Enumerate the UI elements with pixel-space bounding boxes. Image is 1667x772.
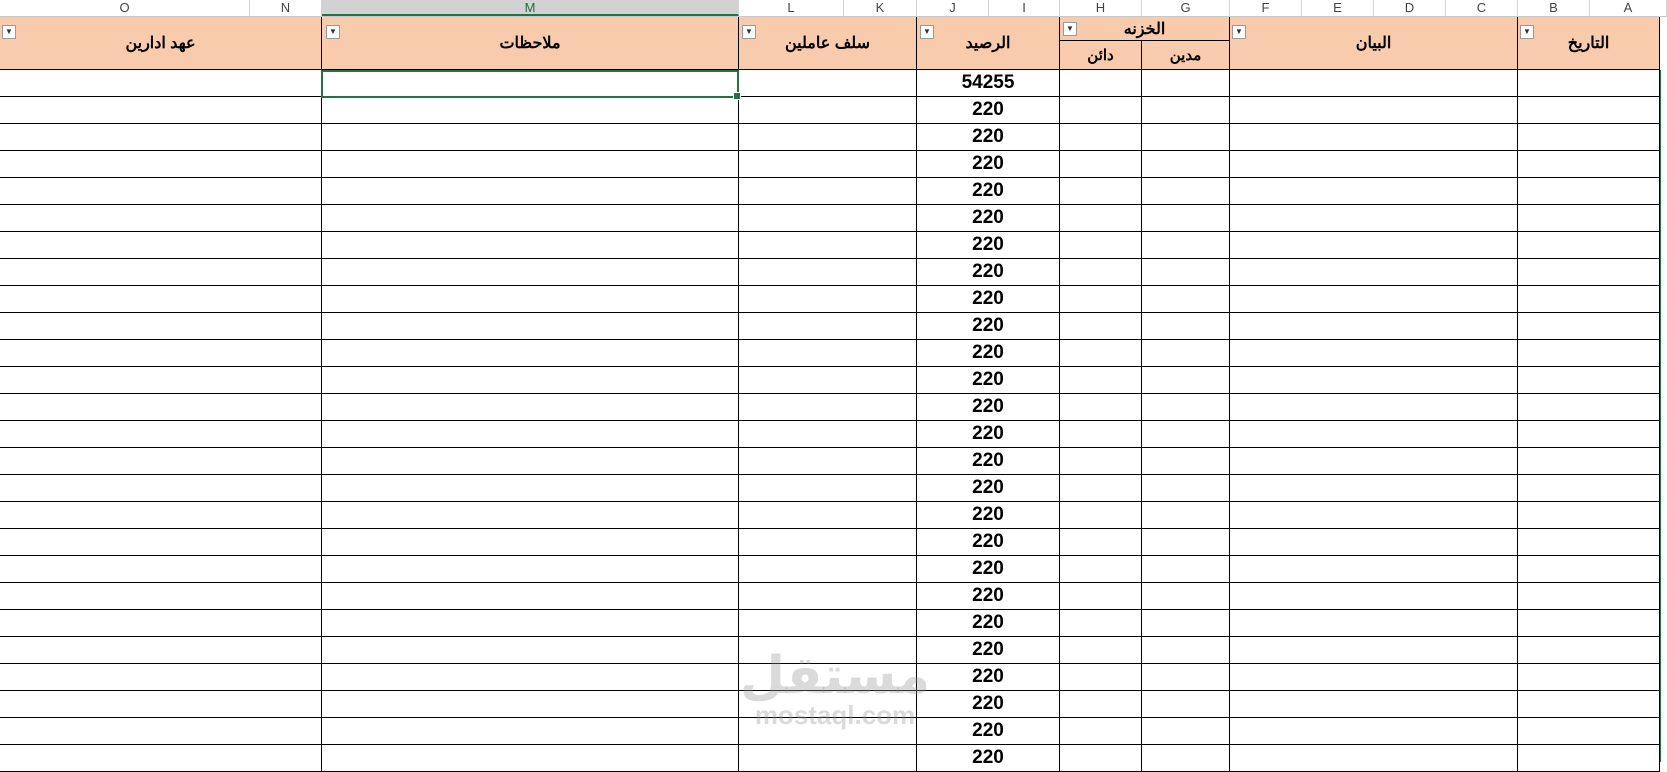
cell-notes[interactable] [322, 718, 739, 745]
table-row [0, 583, 1660, 610]
cell-debit[interactable] [1142, 718, 1230, 745]
cell-description[interactable] [1230, 394, 1518, 421]
cell-description[interactable] [1230, 70, 1518, 97]
cell-notes[interactable] [322, 475, 739, 502]
cell-employee-advances[interactable] [739, 340, 917, 367]
table-row [0, 232, 1660, 259]
table-row [0, 475, 1660, 502]
cell-employee-advances[interactable] [739, 286, 917, 313]
cell-date[interactable] [1518, 556, 1660, 583]
cell-date[interactable] [1518, 259, 1660, 286]
cell-credit[interactable] [1060, 340, 1142, 367]
header-description[interactable] [1230, 17, 1518, 70]
cell-balance[interactable]: 220 [917, 664, 1060, 691]
filter-dropdown-icon[interactable]: ▼ [1520, 25, 1534, 39]
cell-notes[interactable] [322, 286, 739, 313]
cell-date[interactable] [1518, 205, 1660, 232]
cell-description[interactable] [1230, 745, 1518, 772]
cell-description[interactable] [1230, 610, 1518, 637]
cell-admin-custody[interactable] [0, 286, 322, 313]
table-row [0, 745, 1660, 772]
cell-notes[interactable] [322, 259, 739, 286]
cell-debit[interactable] [1142, 259, 1230, 286]
cell-employee-advances[interactable] [739, 394, 917, 421]
cell-admin-custody[interactable] [0, 610, 322, 637]
filter-dropdown-icon[interactable]: ▼ [742, 25, 756, 39]
cell-admin-custody[interactable] [0, 718, 322, 745]
cell-credit[interactable] [1060, 637, 1142, 664]
cell-admin-custody[interactable] [0, 691, 322, 718]
cell-description[interactable] [1230, 448, 1518, 475]
cell-admin-custody[interactable] [0, 232, 322, 259]
cell-date[interactable] [1518, 367, 1660, 394]
cell-credit[interactable] [1060, 502, 1142, 529]
cell-description[interactable] [1230, 583, 1518, 610]
cell-debit[interactable] [1142, 691, 1230, 718]
cell-debit[interactable] [1142, 286, 1230, 313]
cell-employee-advances[interactable] [739, 205, 917, 232]
header-employee-advances-label: سلف عاملين [785, 35, 871, 52]
cell-notes[interactable] [322, 340, 739, 367]
header-credit-label: دائن [1087, 47, 1114, 64]
table-row [0, 394, 1660, 421]
cell-credit[interactable] [1060, 367, 1142, 394]
cell-credit[interactable] [1060, 313, 1142, 340]
cell-credit[interactable] [1060, 394, 1142, 421]
table-row [0, 205, 1660, 232]
cell-debit[interactable] [1142, 70, 1230, 97]
cell-debit[interactable] [1142, 529, 1230, 556]
cell-employee-advances[interactable] [739, 556, 917, 583]
cell-date[interactable] [1518, 502, 1660, 529]
cell-notes[interactable] [322, 124, 739, 151]
header-admin-custody-label: عهد ادارين [125, 35, 196, 52]
cell-balance[interactable]: 220 [917, 529, 1060, 556]
cell-employee-advances[interactable] [739, 475, 917, 502]
cell-admin-custody[interactable] [0, 664, 322, 691]
cell-admin-custody[interactable] [0, 448, 322, 475]
cell-employee-advances[interactable] [739, 367, 917, 394]
table-row [0, 340, 1660, 367]
cell-debit[interactable] [1142, 151, 1230, 178]
cell-description[interactable] [1230, 178, 1518, 205]
cell-credit[interactable] [1060, 556, 1142, 583]
cell-notes[interactable] [322, 691, 739, 718]
cell-date[interactable] [1518, 637, 1660, 664]
cell-credit[interactable] [1060, 610, 1142, 637]
cell-description[interactable] [1230, 259, 1518, 286]
cell-notes[interactable] [322, 637, 739, 664]
cell-balance[interactable]: 54255 [917, 70, 1060, 97]
cell-balance[interactable]: 220 [917, 124, 1060, 151]
cell-balance[interactable]: 220 [917, 394, 1060, 421]
cell-notes[interactable] [322, 232, 739, 259]
cell-description[interactable] [1230, 313, 1518, 340]
cell-credit[interactable] [1060, 691, 1142, 718]
cell-balance[interactable]: 220 [917, 556, 1060, 583]
cell-date[interactable] [1518, 313, 1660, 340]
cell-balance[interactable]: 220 [917, 313, 1060, 340]
cell-date[interactable] [1518, 475, 1660, 502]
cell-admin-custody[interactable] [0, 178, 322, 205]
column-header-m[interactable]: M [322, 0, 739, 16]
cell-description[interactable] [1230, 718, 1518, 745]
table-row [0, 610, 1660, 637]
cell-date[interactable] [1518, 97, 1660, 124]
table-row [0, 367, 1660, 394]
cell-date[interactable] [1518, 70, 1660, 97]
cell-credit[interactable] [1060, 448, 1142, 475]
column-header-l[interactable]: L [739, 0, 844, 16]
cell-employee-advances[interactable] [739, 421, 917, 448]
cell-admin-custody[interactable] [0, 421, 322, 448]
cell-admin-custody[interactable] [0, 313, 322, 340]
cell-debit[interactable] [1142, 205, 1230, 232]
cell-credit[interactable] [1060, 70, 1142, 97]
cell-admin-custody[interactable] [0, 394, 322, 421]
cell-description[interactable] [1230, 151, 1518, 178]
cell-notes[interactable] [322, 583, 739, 610]
cell-notes[interactable] [322, 745, 739, 772]
cell-description[interactable] [1230, 475, 1518, 502]
column-header-i[interactable]: I [989, 0, 1060, 16]
table-row [0, 259, 1660, 286]
cell-balance[interactable]: 220 [917, 502, 1060, 529]
column-header-c[interactable]: C [1446, 0, 1518, 16]
cell-employee-advances[interactable] [739, 232, 917, 259]
cell-balance[interactable]: 220 [917, 205, 1060, 232]
column-header-h[interactable]: H [1060, 0, 1142, 16]
cell-admin-custody[interactable] [0, 529, 322, 556]
cell-admin-custody[interactable] [0, 124, 322, 151]
table-row [0, 124, 1660, 151]
cell-date[interactable] [1518, 394, 1660, 421]
cell-debit[interactable] [1142, 637, 1230, 664]
table-row [0, 151, 1660, 178]
cell-description[interactable] [1230, 340, 1518, 367]
header-credit [1060, 41, 1142, 70]
cell-notes[interactable] [322, 529, 739, 556]
cell-balance[interactable]: 220 [917, 610, 1060, 637]
cell-description[interactable] [1230, 556, 1518, 583]
cell-description[interactable] [1230, 97, 1518, 124]
cell-date[interactable] [1518, 745, 1660, 772]
cell-notes[interactable] [322, 448, 739, 475]
cell-admin-custody[interactable] [0, 556, 322, 583]
cell-admin-custody[interactable] [0, 340, 322, 367]
cell-notes[interactable] [322, 421, 739, 448]
filter-dropdown-icon[interactable]: ▼ [2, 25, 16, 39]
cell-employee-advances[interactable] [739, 448, 917, 475]
cell-date[interactable] [1518, 718, 1660, 745]
cell-balance[interactable]: 220 [917, 340, 1060, 367]
active-cell-selection[interactable] [321, 70, 739, 98]
cell-description[interactable] [1230, 286, 1518, 313]
cell-debit[interactable] [1142, 313, 1230, 340]
cell-debit[interactable] [1142, 583, 1230, 610]
sheet-right-edge [1660, 70, 1667, 762]
cell-credit[interactable] [1060, 97, 1142, 124]
cell-notes[interactable] [322, 178, 739, 205]
cell-admin-custody[interactable] [0, 475, 322, 502]
cell-credit[interactable] [1060, 232, 1142, 259]
cell-employee-advances[interactable] [739, 583, 917, 610]
column-header-b[interactable]: B [1518, 0, 1590, 16]
header-balance[interactable] [917, 17, 1060, 70]
cell-employee-advances[interactable] [739, 745, 917, 772]
cell-debit[interactable] [1142, 340, 1230, 367]
column-header-a[interactable]: A [1590, 0, 1667, 16]
cell-balance[interactable]: 220 [917, 367, 1060, 394]
cell-notes[interactable] [322, 367, 739, 394]
cell-credit[interactable] [1060, 259, 1142, 286]
header-debit-label: مدين [1169, 47, 1202, 64]
cell-debit[interactable] [1142, 124, 1230, 151]
cell-admin-custody[interactable] [0, 745, 322, 772]
cell-balance[interactable]: 220 [917, 259, 1060, 286]
cell-description[interactable] [1230, 502, 1518, 529]
column-header-d[interactable]: D [1374, 0, 1446, 16]
cell-date[interactable] [1518, 286, 1660, 313]
cell-debit[interactable] [1142, 475, 1230, 502]
cell-balance[interactable]: 220 [917, 286, 1060, 313]
cell-balance[interactable]: 220 [917, 718, 1060, 745]
cell-date[interactable] [1518, 664, 1660, 691]
header-notes[interactable] [322, 17, 739, 70]
cell-debit[interactable] [1142, 178, 1230, 205]
cell-balance[interactable]: 220 [917, 448, 1060, 475]
cell-balance[interactable]: 220 [917, 745, 1060, 772]
cell-description[interactable] [1230, 421, 1518, 448]
cell-balance[interactable]: 220 [917, 421, 1060, 448]
table-row [0, 97, 1660, 124]
cell-admin-custody[interactable] [0, 205, 322, 232]
cell-debit[interactable] [1142, 367, 1230, 394]
cell-notes[interactable] [322, 502, 739, 529]
cell-notes[interactable] [322, 556, 739, 583]
cell-notes[interactable] [322, 205, 739, 232]
cell-debit[interactable] [1142, 556, 1230, 583]
cell-debit[interactable] [1142, 421, 1230, 448]
cell-employee-advances[interactable] [739, 529, 917, 556]
cell-credit[interactable] [1060, 529, 1142, 556]
column-header-n[interactable]: N [250, 0, 322, 16]
column-header-bar [0, 0, 1667, 17]
cell-date[interactable] [1518, 421, 1660, 448]
cell-description[interactable] [1230, 691, 1518, 718]
cell-balance[interactable]: 220 [917, 232, 1060, 259]
filter-dropdown-icon[interactable]: ▼ [1063, 22, 1077, 36]
cell-balance[interactable]: 220 [917, 151, 1060, 178]
table-row [0, 556, 1660, 583]
cell-debit[interactable] [1142, 394, 1230, 421]
cell-notes[interactable] [322, 394, 739, 421]
cell-admin-custody[interactable] [0, 637, 322, 664]
cell-date[interactable] [1518, 232, 1660, 259]
cell-notes[interactable] [322, 664, 739, 691]
header-employee-advances[interactable] [739, 17, 917, 70]
table-row [0, 178, 1660, 205]
cell-admin-custody[interactable] [0, 259, 322, 286]
cell-admin-custody[interactable] [0, 367, 322, 394]
header-admin-custody[interactable] [0, 17, 322, 70]
header-description-label: البيان [1355, 35, 1392, 52]
cell-debit[interactable] [1142, 448, 1230, 475]
cell-balance[interactable]: 220 [917, 637, 1060, 664]
watermark [735, 646, 935, 730]
cell-date[interactable] [1518, 610, 1660, 637]
cell-date[interactable] [1518, 124, 1660, 151]
cell-credit[interactable] [1060, 124, 1142, 151]
cell-credit[interactable] [1060, 745, 1142, 772]
cell-notes[interactable] [322, 313, 739, 340]
table-row [0, 448, 1660, 475]
watermark-arabic: مستقل [739, 646, 931, 706]
cell-balance[interactable]: 220 [917, 475, 1060, 502]
header-treasury-label: الخزنه [1123, 20, 1166, 38]
cell-credit[interactable] [1060, 664, 1142, 691]
cell-admin-custody[interactable] [0, 151, 322, 178]
column-header-k[interactable]: K [844, 0, 917, 16]
cell-employee-advances[interactable] [739, 259, 917, 286]
header-notes-label: ملاحظات [499, 35, 561, 52]
table-row [0, 286, 1660, 313]
cell-employee-advances[interactable] [739, 151, 917, 178]
cell-employee-advances[interactable] [739, 124, 917, 151]
cell-debit[interactable] [1142, 97, 1230, 124]
cell-employee-advances[interactable] [739, 313, 917, 340]
header-date-label: التاريخ [1567, 35, 1610, 52]
cell-date[interactable] [1518, 340, 1660, 367]
cell-debit[interactable] [1142, 232, 1230, 259]
cell-employee-advances[interactable] [739, 502, 917, 529]
cell-balance[interactable]: 220 [917, 691, 1060, 718]
header-balance-label: الرصيد [965, 35, 1011, 52]
cell-employee-advances[interactable] [739, 178, 917, 205]
cell-date[interactable] [1518, 151, 1660, 178]
cell-admin-custody[interactable] [0, 502, 322, 529]
table-row [0, 529, 1660, 556]
cell-date[interactable] [1518, 583, 1660, 610]
column-header-g[interactable]: G [1142, 0, 1230, 16]
cell-employee-advances[interactable] [739, 610, 917, 637]
cell-debit[interactable] [1142, 664, 1230, 691]
cell-notes[interactable] [322, 97, 739, 124]
header-treasury[interactable] [1060, 17, 1230, 41]
cell-balance[interactable]: 220 [917, 178, 1060, 205]
column-header-f[interactable]: F [1230, 0, 1302, 16]
cell-balance[interactable]: 220 [917, 583, 1060, 610]
table-row [0, 313, 1660, 340]
cell-credit[interactable] [1060, 583, 1142, 610]
header-date[interactable] [1518, 17, 1660, 70]
cell-description[interactable] [1230, 232, 1518, 259]
cell-credit[interactable] [1060, 178, 1142, 205]
cell-date[interactable] [1518, 691, 1660, 718]
column-header-e[interactable]: E [1302, 0, 1374, 16]
cell-description[interactable] [1230, 529, 1518, 556]
cell-admin-custody[interactable] [0, 70, 322, 97]
watermark-latin: mostaql.com [754, 700, 916, 730]
cell-notes[interactable] [322, 151, 739, 178]
cell-debit[interactable] [1142, 610, 1230, 637]
cell-debit[interactable] [1142, 502, 1230, 529]
cell-date[interactable] [1518, 448, 1660, 475]
cell-balance[interactable]: 220 [917, 97, 1060, 124]
table-row [0, 70, 1660, 97]
cell-employee-advances[interactable] [739, 97, 917, 124]
cell-credit[interactable] [1060, 718, 1142, 745]
cell-date[interactable] [1518, 178, 1660, 205]
fill-handle[interactable] [733, 92, 741, 100]
cell-description[interactable] [1230, 367, 1518, 394]
cell-debit[interactable] [1142, 745, 1230, 772]
cell-credit[interactable] [1060, 151, 1142, 178]
cell-credit[interactable] [1060, 286, 1142, 313]
table-row [0, 502, 1660, 529]
filter-dropdown-icon[interactable]: ▼ [920, 25, 934, 39]
cell-description[interactable] [1230, 124, 1518, 151]
filter-dropdown-icon[interactable]: ▼ [326, 25, 340, 39]
cell-date[interactable] [1518, 529, 1660, 556]
cell-admin-custody[interactable] [0, 583, 322, 610]
cell-credit[interactable] [1060, 475, 1142, 502]
table-row [0, 421, 1660, 448]
column-header-j[interactable]: J [917, 0, 989, 16]
cell-description[interactable] [1230, 637, 1518, 664]
cell-employee-advances[interactable] [739, 70, 917, 97]
cell-admin-custody[interactable] [0, 97, 322, 124]
cell-notes[interactable] [322, 610, 739, 637]
cell-description[interactable] [1230, 664, 1518, 691]
column-header-o[interactable]: O [0, 0, 250, 16]
cell-credit[interactable] [1060, 421, 1142, 448]
cell-credit[interactable] [1060, 205, 1142, 232]
header-debit [1142, 41, 1230, 70]
cell-description[interactable] [1230, 205, 1518, 232]
filter-applied-icon[interactable]: ▼ [1232, 25, 1246, 39]
